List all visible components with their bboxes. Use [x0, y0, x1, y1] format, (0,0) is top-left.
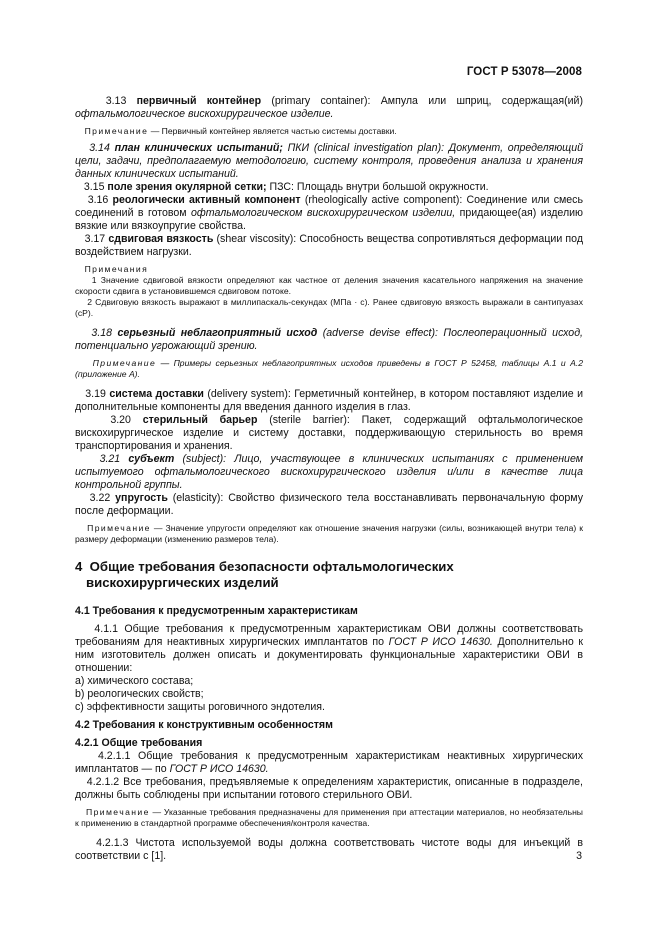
term-3-17: 3.17 сдвиговая вязкость (shear viscosity): Способность вещества сопротивляться деформации под воздействием нагрузки. [75, 233, 583, 258]
section-4-1-heading: 4.1 Требования к предусмотренным характеристикам [75, 605, 358, 617]
term-3-21: 3.21 субъект (subject): Лицо, участвующее в клинических испытаниях с применением испытуемого офтальмологического вискохирургического изделия и/или в качестве лица контрольной группы. [75, 453, 583, 491]
section-4-heading: 4 Общие требования безопасности офтальмологических вискохирургических изделий [75, 559, 454, 590]
list-item-b: b) реологических свойств; [75, 688, 204, 700]
term-3-15: 3.15 поле зрения окулярной сетки; ПЗС: Площадь внутри большой окружности. [83, 181, 489, 193]
section-4-2-1-heading: 4.2.1 Общие требования [75, 737, 203, 749]
note-3-17-item-1: 1 Значение сдвиговой вязкости определяют как частное от деления значения касательного напряжения на значение скорости сдвига в установившемся сдвиговом потоке. [75, 275, 583, 296]
term-3-14: 3.14 план клинических испытаний; ПКИ (clinical investigation plan): Документ, определяющий цели, задачи, предполагаемую методологию, систему контроля, проведения анализа и хранения данных клинических испытаний. [75, 142, 583, 180]
standard-number: ГОСТ Р 53078—2008 [466, 66, 582, 78]
note-3-22: Примечание — Значение упругости определяют как отношение значения нагрузки (силы, возникающей внутри тела) к размеру деформации (изменению размеров тела). [75, 523, 583, 544]
note-4-2-1-2: Примечание — Указанные требования предназначены для применения при аттестации материалов, но необязательны к применению в стандартной программе обеспечения/контроля качества. [75, 807, 583, 828]
term-3-20: 3.20 стерильный барьер (sterile barrier): Пакет, содержащий офтальмологическое вискохирургическое изделие и систему доставки, поддерживающую стерильность во время транспортирования и хранения. [75, 414, 583, 452]
note-3-18: Примечание — Примеры серьезных неблагоприятных исходов приведены в ГОСТ Р 52458, таблицы А.1 и А.2 (приложение А). [75, 358, 583, 379]
term-3-19: 3.19 система доставки (delivery system): Герметичный контейнер, в котором поставляют изделие и дополнительные компоненты для введения данного изделия в глаз. [75, 388, 583, 413]
term-3-16: 3.16 реологически активный компонент (rheologically active component): Соединение или смесь соединений в готовом офтальмологическом вискохирургическом изделии, придающее(ая) изделию вязкие или вязкоупругие свойства. [75, 194, 584, 232]
note-3-13: Примечание — Первичный контейнер является частью системы доставки. [84, 126, 397, 136]
section-4-2-heading: 4.2 Требования к конструктивным особенностям [75, 719, 333, 731]
page-content [75, 95, 583, 863]
para-4-2-1-3: 4.2.1.3 Чистота используемой воды должна соответствовать чистоте воды для инъекций в соответствии с [1]. [75, 837, 583, 862]
term-3-13: 3.13 первичный контейнер (primary container): Ампула или шприц, содержащая(ий) офтальмологическое вискохирургическое изделие. [75, 95, 583, 120]
notes-3-17-label: Примечания [84, 264, 149, 274]
para-4-1-1: 4.1.1 Общие требования к предусмотренным характеристикам ОВИ должны соответствовать требованиям для неактивных хирургических имплантатов по ГОСТ Р ИСО 14630. Дополнительно к ним изготовитель должен описать и документировать функциональные характеристики ОВИ в отношении: [75, 623, 583, 674]
term-3-22: 3.22 упругость (elasticity): Свойство физического тела восстанавливать первоначальную форму после деформации. [75, 492, 583, 517]
para-4-2-1-1: 4.2.1.1 Общие требования к предусмотренным характеристикам неактивных хирургических имплантатов — по ГОСТ Р ИСО 14630. [75, 750, 583, 775]
term-3-18: 3.18 серьезный неблагоприятный исход (adverse devise effect): Послеоперационный исход, потенциально угрожающий зрению. [75, 327, 583, 352]
page-number: 3 [576, 850, 582, 862]
para-4-2-1-2: 4.2.1.2 Все требования, предъявляемые к определениям характеристик, описанные в подразделе, должны быть соблюдены при испытании готового стерильного ОВИ. [75, 776, 583, 801]
list-item-c: c) эффективности защиты роговичного эндотелия. [75, 701, 325, 713]
list-item-a: a) химического состава; [75, 675, 194, 687]
note-3-17-item-2: 2 Сдвиговую вязкость выражают в миллипаскаль-секундах (МПа · с). Ранее сдвиговую вязкость выражали в сантипуазах (сР). [75, 297, 583, 318]
